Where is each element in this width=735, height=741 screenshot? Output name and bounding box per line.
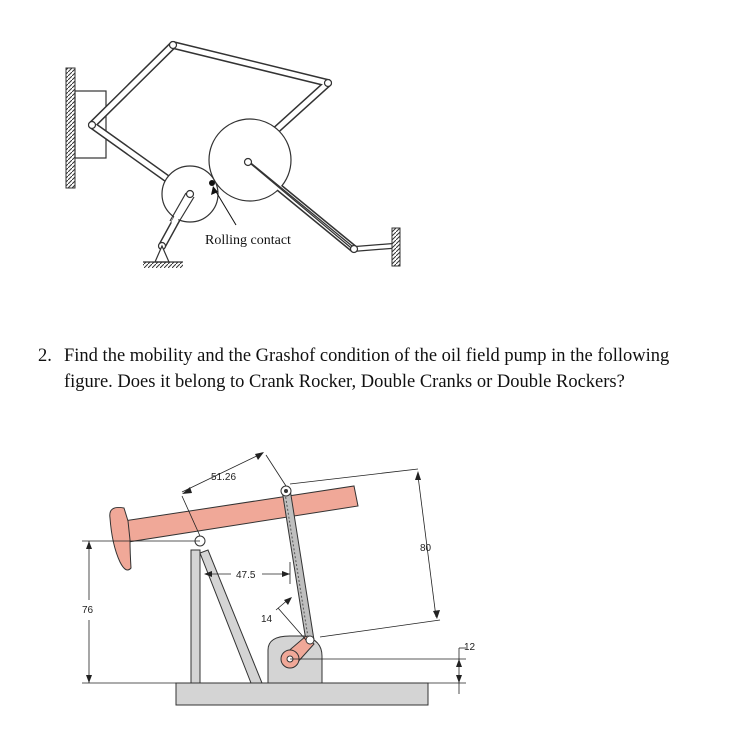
rolling-contact-label: Rolling contact bbox=[205, 233, 291, 248]
dimension-label: 14 bbox=[261, 614, 273, 625]
question-text: Find the mobility and the Grashof condition of the oil field pump in the following figure. Does it belong to Crank Rocker, Double Cranks or Double Rockers? bbox=[64, 346, 670, 392]
walking-beam bbox=[124, 486, 358, 542]
a-frame-post bbox=[191, 550, 200, 683]
crank-pin bbox=[306, 636, 314, 644]
horsehead bbox=[110, 507, 131, 570]
question-number: 2. bbox=[38, 346, 52, 366]
dimension-label: 80 bbox=[420, 543, 432, 554]
dimension-label: 51.26 bbox=[211, 472, 237, 483]
dimension-label: 76 bbox=[82, 605, 94, 616]
dimension-label: 12 bbox=[464, 642, 476, 653]
dimension-label: 47.5 bbox=[236, 570, 256, 581]
pump-base bbox=[176, 683, 428, 705]
